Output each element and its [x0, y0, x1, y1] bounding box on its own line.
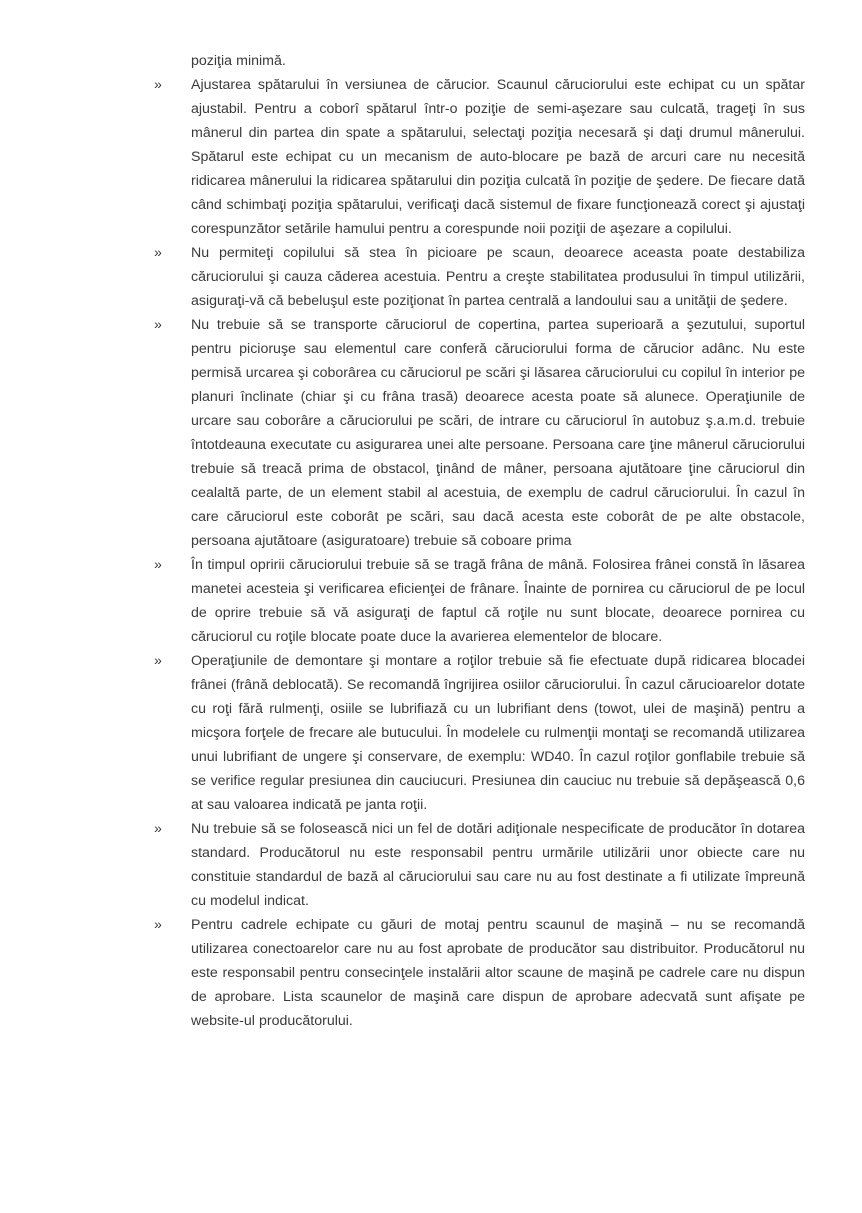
list-item: [154, 73, 805, 241]
list-item: [154, 313, 805, 553]
bullet-marker: »: [154, 557, 162, 573]
list-item-text: Nu trebuie să se folosească nici un fel de dotări adiţionale nespecificate de producător în dotarea standard. Producătorul nu este responsabil pentru urmările utilizării unor obiecte care nu constituie standardul de bază al căruciorului sau care nu au fost destinate a fi utilizate împreună cu modelul indicat.: [191, 821, 805, 909]
bullet-marker: »: [154, 917, 162, 933]
bullet-marker: »: [154, 245, 162, 261]
bullet-marker: »: [154, 821, 162, 837]
list-item: [154, 913, 805, 1033]
instructions-list: [154, 49, 805, 1033]
bullet-marker: »: [154, 77, 162, 93]
bullet-marker: »: [154, 317, 162, 333]
list-item: [154, 649, 805, 817]
list-item: [154, 553, 805, 649]
continuation-text: poziţia minimă.: [191, 53, 286, 69]
list-item: [154, 817, 805, 913]
list-item-text: În timpul opririi căruciorului trebuie să se tragă frâna de mână. Folosirea frânei constă în lăsarea manetei acesteia şi verificarea eficienţei de frânare. Înainte de pornirea cu căruciorul de pe locul de oprire trebuie să vă asiguraţi de faptul că roţile nu sunt blocate, deoarece pornirea cu căruciorul cu roţile blocate poate duce la avarierea elementelor de blocare.: [191, 557, 805, 645]
list-item-text: Nu trebuie să se transporte căruciorul de copertina, partea superioară a şezutului, suportul pentru picioruşe sau elementul care conferă căruciorului forma de cărucior adânc. Nu este permisă urcarea şi coborârea cu căruciorul pe scări şi lăsarea căruciorului cu copilul în interior pe planuri înclinate (chiar şi cu frâna trasă) deoarece acesta poate să alunece. Operaţiunile de urcare sau coborâre a căruciorului pe scări, de intrare cu căruciorul în autobuz ş.a.m.d. trebuie întotdeauna executate cu asigurarea unei alte persoane. Persoana care ţine mânerul căruciorului trebuie să treacă prima de obstacol, ţinând de mâner, persoana ajutătoare ţine căruciorul din cealaltă parte, de un element stabil al acestuia, de exemplu de cadrul căruciorului. În cazul în care căruciorul este coborât pe scări, sau dacă acesta este coborât de pe alte obstacole, persoana ajutătoare (asiguratoare) trebuie să coboare prima: [191, 317, 805, 549]
list-item-text: Nu permiteţi copilului să stea în picioare pe scaun, deoarece aceasta poate destabiliza căruciorului şi cauza căderea acestuia. Pentru a creşte stabilitatea produsului în timpul utilizării, asiguraţi-vă că bebeluşul este poziţionat în partea centrală a landoului sau a unităţii de şedere.: [191, 245, 805, 309]
list-item: [154, 241, 805, 313]
list-item-text: Ajustarea spătarului în versiunea de cărucior. Scaunul căruciorului este echipat cu un spătar ajustabil. Pentru a coborî spătarul într-o poziţie de semi-aşezare sau culcată, trageţi în sus mânerul din partea din spate a spătarului, selectaţi poziţia necesară şi daţi drumul mânerului. Spătarul este echipat cu un mecanism de auto-blocare pe bază de arcuri care nu necesită ridicarea mânerului la ridicarea spătarului din poziţia culcată în poziţie de şedere. De fiecare dată când schimbaţi poziţia spătarului, verificaţi dacă sistemul de fixare funcţionează corect şi ajustaţi corespunzător setările hamului pentru a corespunde noii poziţii de aşezare a copilului.: [191, 77, 805, 237]
list-item-text: Pentru cadrele echipate cu găuri de motaj pentru scaunul de maşină – nu se recomandă utilizarea conectoarelor care nu au fost aprobate de producător sau distribuitor. Producătorul nu este responsabil pentru consecinţele instalării altor scaune de maşină pe cadrele care nu dispun de aprobare. Lista scaunelor de maşină care dispun de aprobare adecvată sunt afişate pe website-ul producătorului.: [191, 917, 805, 1029]
bullet-marker: »: [154, 653, 162, 669]
list-item-text: Operaţiunile de demontare şi montare a roţilor trebuie să fie efectuate după ridicarea blocadei frânei (frână deblocată). Se recomandă îngrijirea osiilor căruciorului. În cazul cărucioarelor dotate cu roţi fără rulmenţi, osiile se lubrifiază cu un lubrifiant dens (towot, ulei de maşină) pentru a micşora forţele de frecare ale butucului. În modelele cu rulmenţii montaţi se recomandă utilizarea unui lubrifiant de ungere şi conservare, de exemplu: WD40. În cazul roţilor gonflabile trebuie să se verifice regular presiunea din cauciucuri. Presiunea din cauciuc nu trebuie să depăşească 0,6 at sau valoarea indicată pe janta roţii.: [191, 653, 805, 813]
